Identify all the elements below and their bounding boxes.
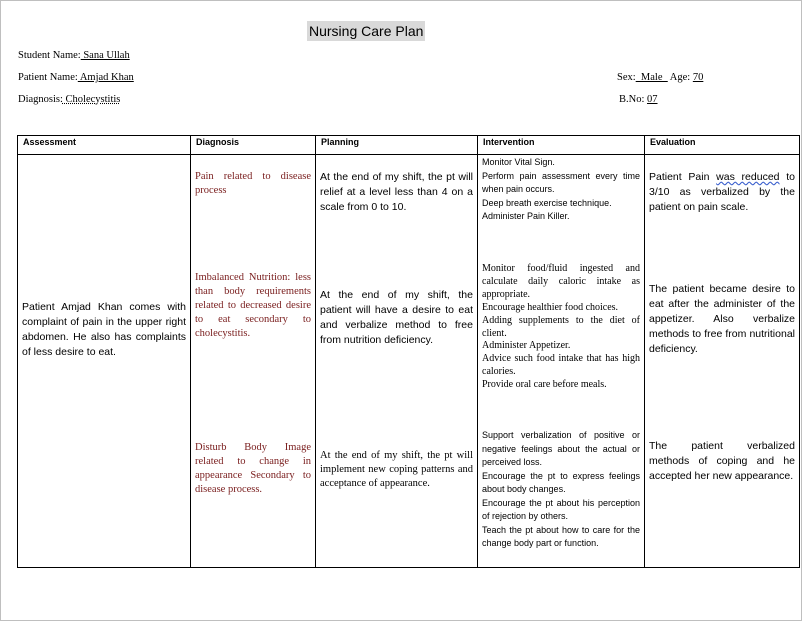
evaluation-3: The patient verbalized methods of coping and he accepted her new appearance. xyxy=(649,440,795,482)
evaluation-2: The patient became desire to eat after the administer of the appetizer. Also verbalize methods to free from nutritional deficiency. xyxy=(649,283,795,355)
evaluation-1-text-start: Patient Pain xyxy=(649,171,717,183)
patient-name-label: Patient Name: xyxy=(18,72,78,83)
diagnosis-1: Pain related to disease process xyxy=(195,171,311,196)
intervention-3-item: Encourage the pt to express feelings about body changes. xyxy=(482,470,640,494)
sex-age-field xyxy=(617,72,703,83)
sex-label: Sex: xyxy=(617,72,636,83)
patient-name-field xyxy=(18,72,134,83)
diagnosis-cell xyxy=(191,155,316,568)
intervention-1-item: Monitor Vital Sign. xyxy=(482,157,555,167)
planning-cell xyxy=(316,155,478,568)
intervention-1-item: Perform pain assessment every time when pain occurs. xyxy=(482,170,640,194)
care-plan-table xyxy=(17,135,800,568)
sex-value: Male xyxy=(635,72,668,83)
intervention-2-item: Adding supplements to the diet of client. xyxy=(482,314,640,339)
intervention-3-item: Teach the pt about how to care for the change body part or function. xyxy=(482,524,640,548)
diagnosis-value: Cholecystitis xyxy=(62,94,121,105)
planning-3: At the end of my shift, the pt will implement new coping patterns and acceptance of appearance. xyxy=(320,450,473,489)
evaluation-1 xyxy=(649,170,795,215)
table-header-row xyxy=(18,136,800,155)
diagnosis-3: Disturb Body Image related to change in appearance Secondary to disease process. xyxy=(195,442,311,495)
age-value: 70 xyxy=(692,72,704,83)
intervention-1-item: Administer Pain Killer. xyxy=(482,211,570,221)
intervention-2 xyxy=(482,263,640,392)
intervention-2-item: Advice such food intake that has high calories. xyxy=(482,353,640,378)
intervention-1 xyxy=(482,156,640,224)
student-name-label: Student Name: xyxy=(18,50,81,61)
page-title: Nursing Care Plan xyxy=(309,23,424,39)
planning-2: At the end of my shift, the patient will have a desire to eat and verbalize method to free from nutrition deficiency. xyxy=(320,289,473,346)
bed-number-label: B.No: xyxy=(619,94,645,105)
assessment-cell xyxy=(18,155,191,568)
planning-1: At the end of my shift, the pt will relief at a level less than 4 on a scale from 0 to 10. xyxy=(320,171,473,213)
evaluation-1-grammar-mark: was reduced xyxy=(716,171,780,183)
evaluation-1-text-end: to 3/10 as verbalized by the patient on pain scale. xyxy=(649,171,795,213)
diagnosis-2: Imbalanced Nutrition: less than body requirements related to decreased desire to eat secondary to cholecystitis. xyxy=(195,272,311,339)
table-row xyxy=(18,155,800,568)
header-assessment: Assessment xyxy=(18,136,191,155)
intervention-3-item: Encourage the pt about his perception of rejection by others. xyxy=(482,497,640,521)
assessment-text: Patient Amjad Khan comes with complaint of pain in the upper right abdomen. He also has complaints of less desire to eat. xyxy=(22,301,186,358)
header-diagnosis: Diagnosis xyxy=(191,136,316,155)
intervention-2-item: Encourage healthier food choices. xyxy=(482,301,619,313)
header-planning: Planning xyxy=(316,136,478,155)
bed-number-value: 07 xyxy=(647,94,658,105)
intervention-2-item: Administer Appetizer. xyxy=(482,340,571,352)
student-name-field xyxy=(18,50,130,61)
bed-number-field xyxy=(619,94,658,105)
diagnosis-field xyxy=(18,94,120,105)
intervention-3 xyxy=(482,429,640,551)
evaluation-cell xyxy=(645,155,800,568)
intervention-cell xyxy=(478,155,645,568)
student-name-value: Sana Ullah xyxy=(80,50,130,61)
intervention-3-item: Support verbalization of positive or negative feelings about the actual or perceived loss. xyxy=(482,430,640,467)
age-label: Age: xyxy=(669,72,691,83)
intervention-1-item: Deep breath exercise technique. xyxy=(482,197,612,208)
patient-name-value: Amjad Khan xyxy=(77,72,134,83)
intervention-2-item: Monitor food/fluid ingested and calculate daily caloric intake as appropriate. xyxy=(482,263,640,300)
header-intervention: Intervention xyxy=(478,136,645,155)
diagnosis-label: Diagnosis: xyxy=(18,94,63,105)
intervention-2-item: Provide oral care before meals. xyxy=(482,379,607,391)
header-evaluation: Evaluation xyxy=(645,136,800,155)
